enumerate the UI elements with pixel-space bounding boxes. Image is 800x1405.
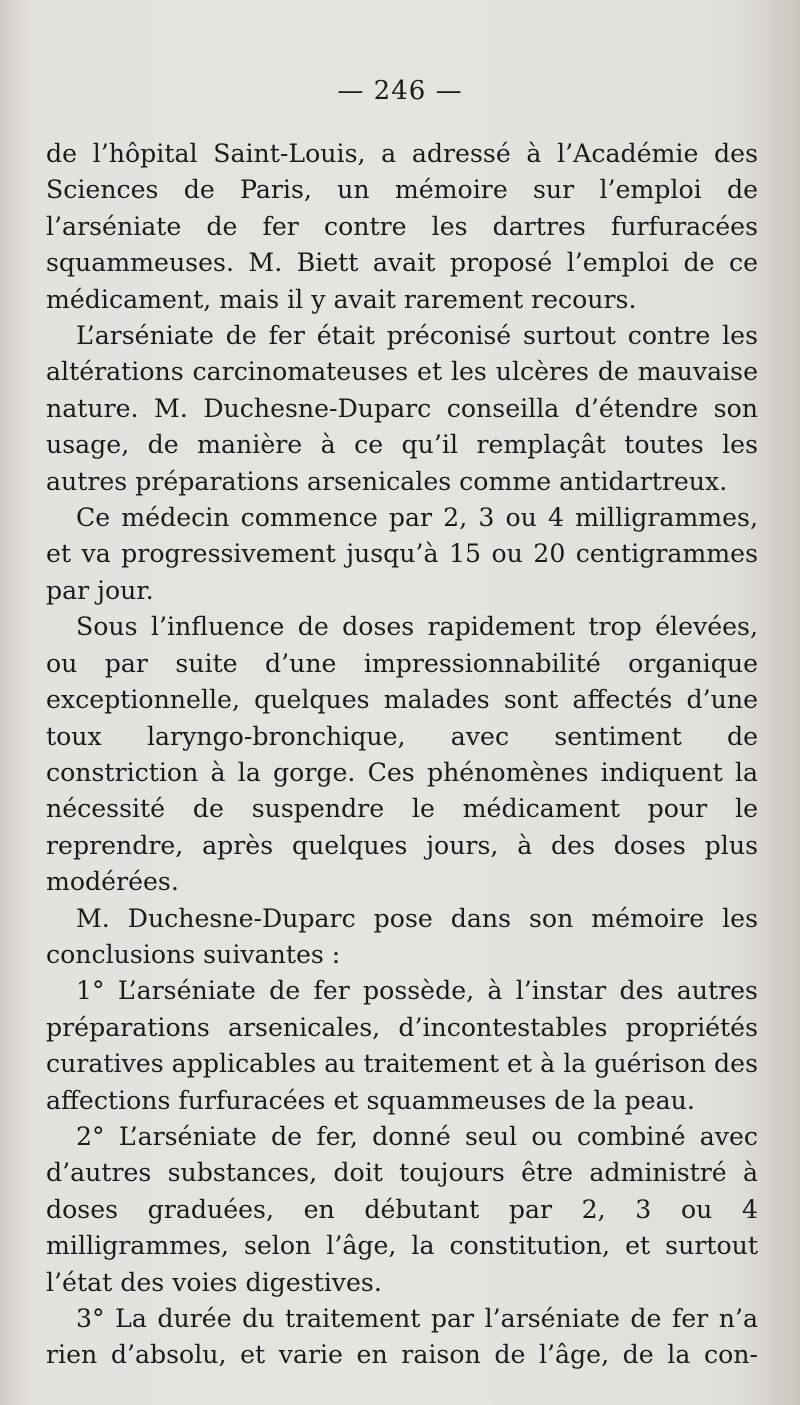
paragraph: L’arséniate de fer était préconisé surtout contre les altérations carcinomateuses et les ulcères de mauvaise nature. M. Duchesne-Duparc conseilla d’étendre son usage, de manière à ce qu’il remplaçât toutes les autres préparations arsenicales comme antidartreux. — [46, 321, 758, 496]
body-text — [46, 136, 758, 1374]
paragraph: 1° L’arséniate de fer possède, à l’instar des autres préparations arsenicales, d’incontestables propriétés curatives applicables au traitement et à la guérison des affections furfuracées et squammeuses de la peau. — [46, 976, 758, 1115]
page-number: — 246 — — [337, 76, 463, 106]
paragraph: Sous l’influence de doses rapidement trop élevées, ou par suite d’une impressionnabilité organique exceptionnelle, quelques malades sont affectés d’une toux laryngo-bronchique, avec sentiment de constriction à la gorge. Ces phénomènes indiquent la nécessité de suspendre le médicament pour le reprendre, après quelques jours, à des doses plus modérées. — [46, 612, 758, 897]
paragraph: 2° L’arséniate de fer, donné seul ou combiné avec d’autres substances, doit toujours être administré à doses graduées, en débutant par 2, 3 ou 4 milligrammes, selon l’âge, la constitution, et surtout l’état des voies digestives. — [46, 1121, 758, 1297]
paragraph: de l’hôpital Saint-Louis, a adressé à l’Académie des Sciences de Paris, un mémoire sur l’emploi de l’arséniate de fer contre les dartres furfuracées squammeuses. M. Biett avait proposé l’emploi de ce médicament, mais il y avait rarement recours. — [46, 139, 758, 314]
paragraph: M. Duchesne-Duparc pose dans son mémoire les conclusions suivantes : — [46, 903, 758, 969]
paragraph: 3° La durée du traitement par l’arséniate de fer n’a rien d’absolu, et varie en raison de l’âge, de la con- — [46, 1304, 758, 1370]
paragraph: Ce médecin commence par 2, 3 ou 4 milligrammes, et va progressivement jusqu’à 15 ou 20 centigrammes par jour. — [46, 503, 758, 605]
